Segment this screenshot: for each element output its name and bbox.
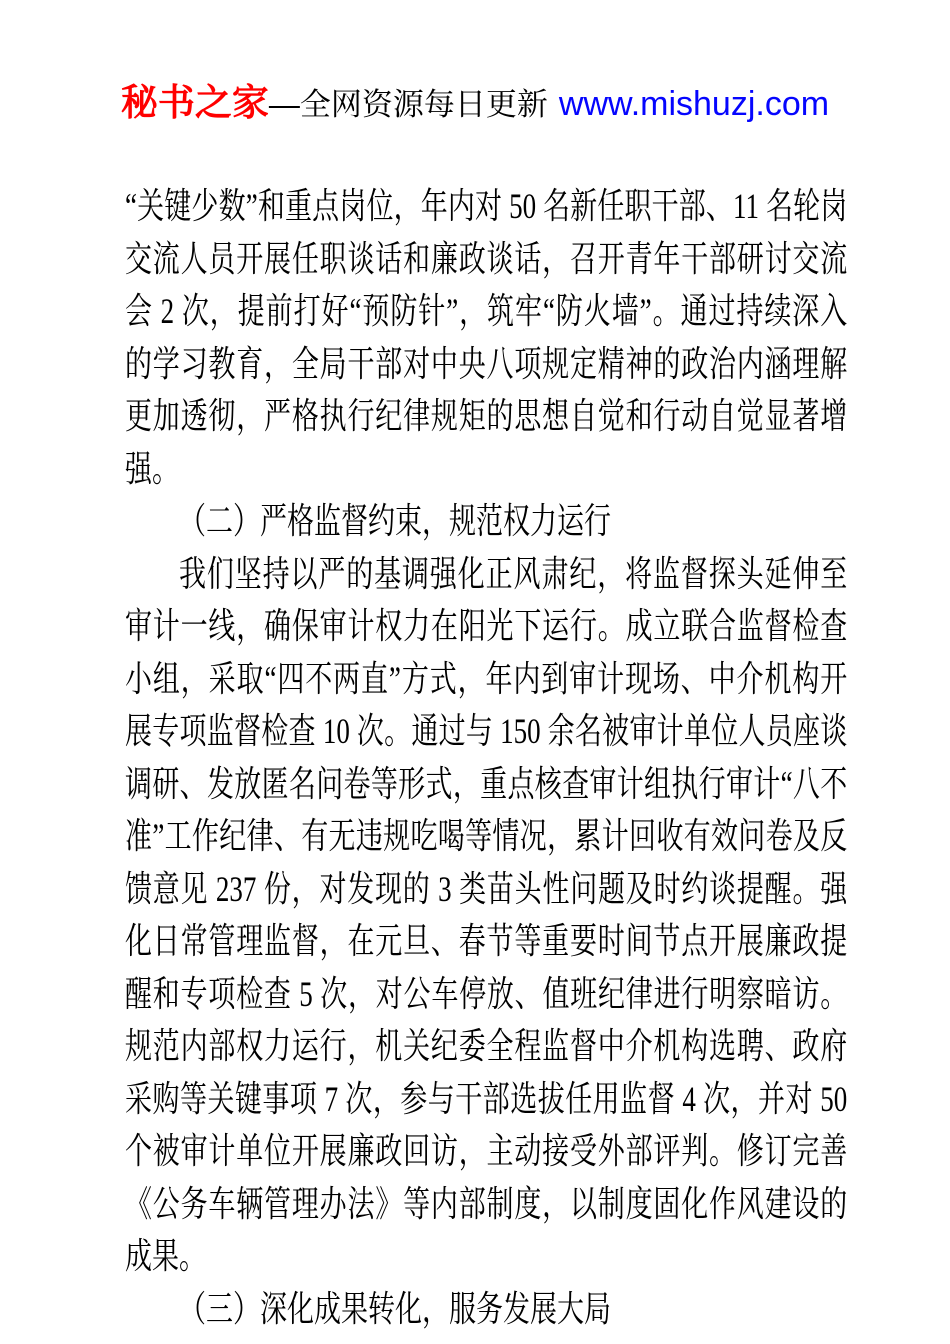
site-brand: 秘书之家 [120, 82, 269, 123]
text-block [125, 180, 847, 1335]
body-paragraph: 我们坚持以严的基调强化正风肃纪，将监督探头延伸至审计一线，确保审计权力在阳光下运行。成立联合监督检查小组，采取“四不两直”方式，年内到审计现场、中介机构开展专项监督检查 10 次。通过与 150 余名被审计单位人员座谈调研、发放匿名问卷等形式，重点核查审计组执行审计“八不准”工作纪律、有无违规吃喝等情况，累计回收有效问卷及反馈意见 237 份，对发现的 3 类苗头性问题及时约谈提醒。强化日常管理监督，在元旦、春节等重要时间节点开展廉政提醒和专项检查 5 次，对公车停放、值班纪律进行明察暗访。规范内部权力运行，机关纪委全程监督中介机构选聘、政府采购等关键事项 7 次，参与干部选拔任用监督 4 次，并对 50 个被审计单位开展廉政回访，主动接受外部评判。修订完善《公务车辆管理办法》等内部制度，以制度固化作风建设的成果。 [125, 553, 848, 1276]
document-body [125, 180, 847, 1335]
site-tagline: —全网资源每日更新 [268, 87, 548, 122]
section-heading: （三）深化成果转化，服务发展大局 [179, 1288, 612, 1329]
body-paragraph: “关键少数”和重点岗位，年内对 50 名新任职干部、11 名轮岗交流人员开展任职谈话和廉政谈话，召开青年干部研讨交流会 2 次，提前打好“预防针”，筑牢“防火墙”。通过持续深入的学习教育，全局干部对中央八项规定精神的政治内涵理解更加透彻，严格执行纪律规矩的思想自觉和行动自觉显著增强。 [125, 186, 848, 489]
site-url-link[interactable]: www.mishuzj.com [558, 85, 830, 123]
section-heading: （二）严格监督约束，规范权力运行 [179, 501, 612, 541]
site-header [0, 84, 950, 121]
